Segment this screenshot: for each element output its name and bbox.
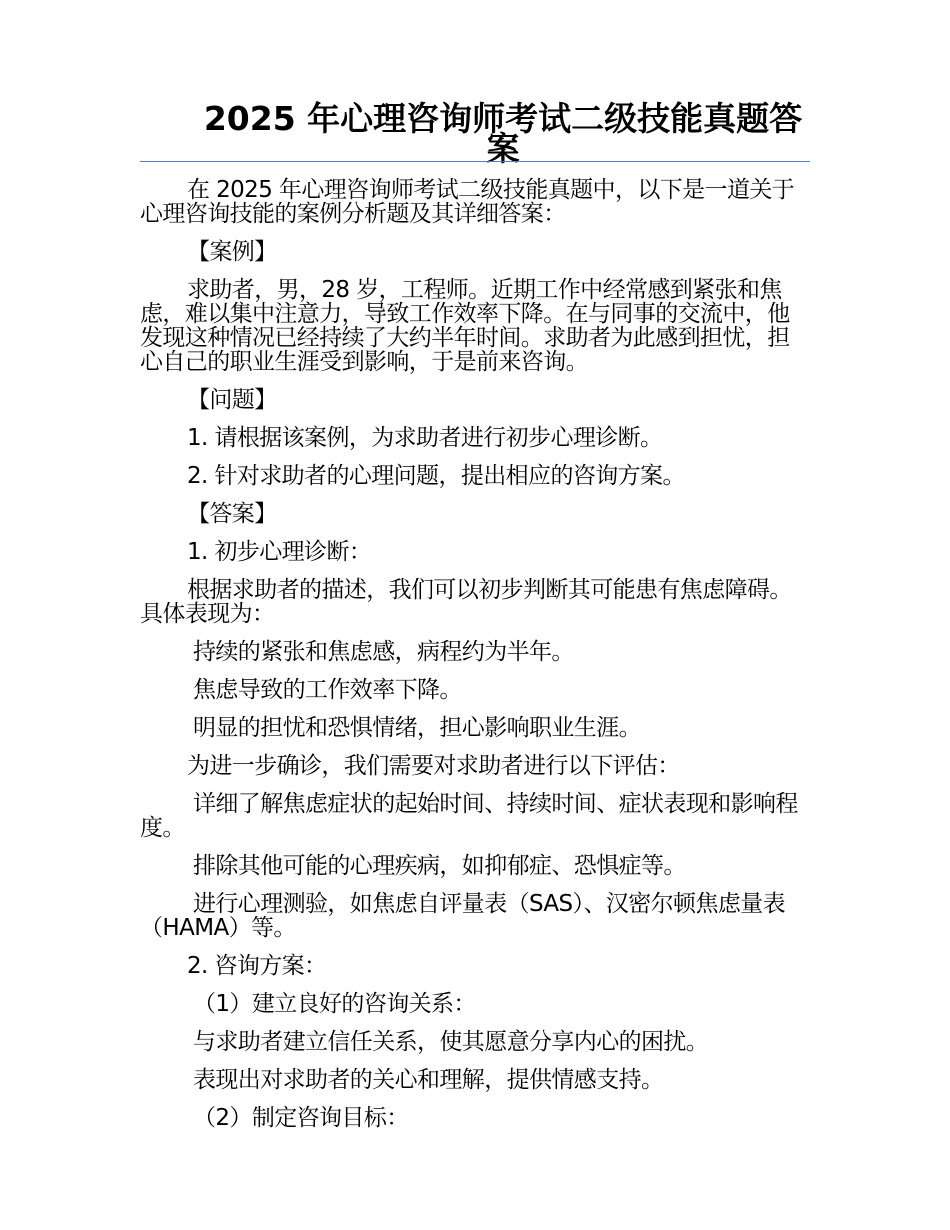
document-title: 2025 年心理咨询师考试二级技能真题答案 xyxy=(203,99,803,168)
paragraph: 进行心理测验，如焦虑自评量表（SAS）、汉密尔顿焦虑量表（HAMA）等。 xyxy=(140,891,786,941)
paragraph: 1. 请根据该案例，为求助者进行初步心理诊断。 xyxy=(187,425,663,451)
paragraph: （1）建立良好的咨询关系： xyxy=(193,991,476,1017)
paragraph: 根据求助者的描述，我们可以初步判断其可能患有焦虑障碍。具体表现为： xyxy=(140,577,792,627)
paragraph: 持续的紧张和焦虑感，病程约为半年。 xyxy=(193,639,574,665)
paragraph: 2. 针对求助者的心理问题，提出相应的咨询方案。 xyxy=(187,463,685,489)
paragraph: 在 2025 年心理咨询师考试二级技能真题中，以下是一道关于心理咨询技能的案例分析题及其详细答案： xyxy=(140,177,795,227)
paragraph: 焦虑导致的工作效率下降。 xyxy=(193,677,462,703)
paragraph: 【问题】 xyxy=(187,387,277,413)
paragraph: 1. 初步心理诊断： xyxy=(187,539,372,565)
paragraph: 为进一步确诊，我们需要对求助者进行以下评估： xyxy=(187,753,680,779)
document-body xyxy=(140,178,810,1130)
paragraph: 【答案】 xyxy=(187,501,277,527)
title-underline xyxy=(140,161,810,162)
paragraph: 【案例】 xyxy=(187,239,277,265)
paragraph: 求助者，男，28 岁，工程师。近期工作中经常感到紧张和焦虑，难以集中注意力，导致工作效率下降。在与同事的交流中，他发现这种情况已经持续了大约半年时间。求助者为此感到担忧，担心自己的职业生涯受到影响，于是前来咨询。 xyxy=(140,277,790,375)
paragraph: 与求助者建立信任关系，使其愿意分享内心的困扰。 xyxy=(193,1029,709,1055)
paragraph: 表现出对求助者的关心和理解，提供情感支持。 xyxy=(193,1067,664,1093)
paragraph: （2）制定咨询目标： xyxy=(193,1105,409,1131)
paragraph: 明显的担忧和恐惧情绪，担心影响职业生涯。 xyxy=(193,715,642,741)
paragraph: 详细了解焦虑症状的起始时间、持续时间、症状表现和影响程度。 xyxy=(140,791,798,841)
paragraph: 排除其他可能的心理疾病，如抑郁症、恐惧症等。 xyxy=(193,853,686,879)
paragraph: 2. 咨询方案： xyxy=(187,953,327,979)
